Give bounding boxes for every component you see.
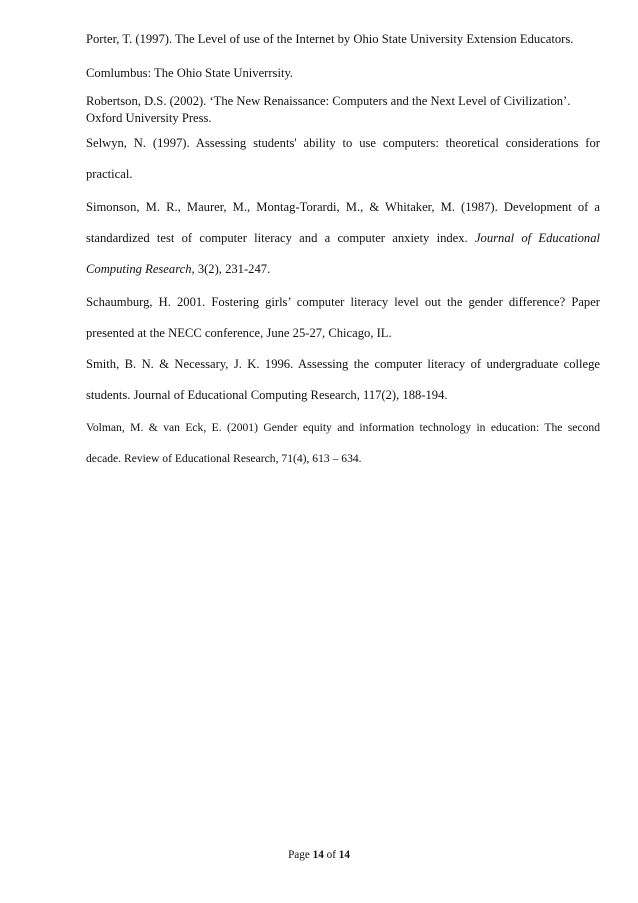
reference-volman xyxy=(86,412,600,474)
page-label: Page xyxy=(288,849,313,861)
reference-line: students. Journal of Educational Computing Research, 117(2), 188-194. xyxy=(86,388,448,402)
reference-line: Schaumburg, H. 2001. Fostering girls’ computer literacy level out the gender difference? Paper xyxy=(86,295,600,309)
reference-selwyn xyxy=(86,128,600,190)
reference-line-mixed xyxy=(86,254,600,285)
reference-line: decade. Review of Educational Research, 71(4), 613 – 634. xyxy=(86,452,362,465)
reference-porter-cont xyxy=(86,66,600,81)
reference-line: Volman, M. & van Eck, E. (2001) Gender equity and information technology in education: The second xyxy=(86,421,600,434)
reference-line: Simonson, M. R., Maurer, M., Montag-Torardi, M., & Whitaker, M. (1987). Development of a xyxy=(86,200,600,214)
reference-line: practical. xyxy=(86,167,133,181)
reference-schaumburg xyxy=(86,287,600,349)
reference-robertson xyxy=(86,93,600,127)
page-footer xyxy=(0,849,638,861)
reference-line-mixed xyxy=(86,223,600,254)
reference-text: standardized test of computer literacy and a computer anxiety index. xyxy=(86,231,475,245)
reference-line: Selwyn, N. (1997). Assessing students' ability to use computers: theoretical considerations for xyxy=(86,136,600,150)
reference-smith xyxy=(86,349,600,411)
reference-porter xyxy=(86,32,600,47)
page-current: 14 xyxy=(312,849,324,861)
journal-title: Journal of Educational xyxy=(474,231,600,245)
page-of-label: of xyxy=(323,849,339,861)
reference-line: presented at the NECC conference, June 25-27, Chicago, IL. xyxy=(86,326,392,340)
reference-text: , 3(2), 231-247. xyxy=(191,262,271,276)
reference-line: Robertson, D.S. (2002). ‘The New Renaissance: Computers and the Next Level of Civilization’. xyxy=(86,94,571,108)
reference-line: Smith, B. N. & Necessary, J. K. 1996. Assessing the computer literacy of undergraduate college xyxy=(86,357,600,371)
reference-line: Porter, T. (1997). The Level of use of the Internet by Ohio State University Extension Educators. xyxy=(86,32,574,46)
reference-simonson xyxy=(86,192,600,285)
reference-line: Comlumbus: The Ohio State Univerrsity. xyxy=(86,66,294,80)
reference-line: Oxford University Press. xyxy=(86,111,212,125)
journal-title: Computing Research xyxy=(86,262,192,276)
page-total: 14 xyxy=(338,849,350,861)
